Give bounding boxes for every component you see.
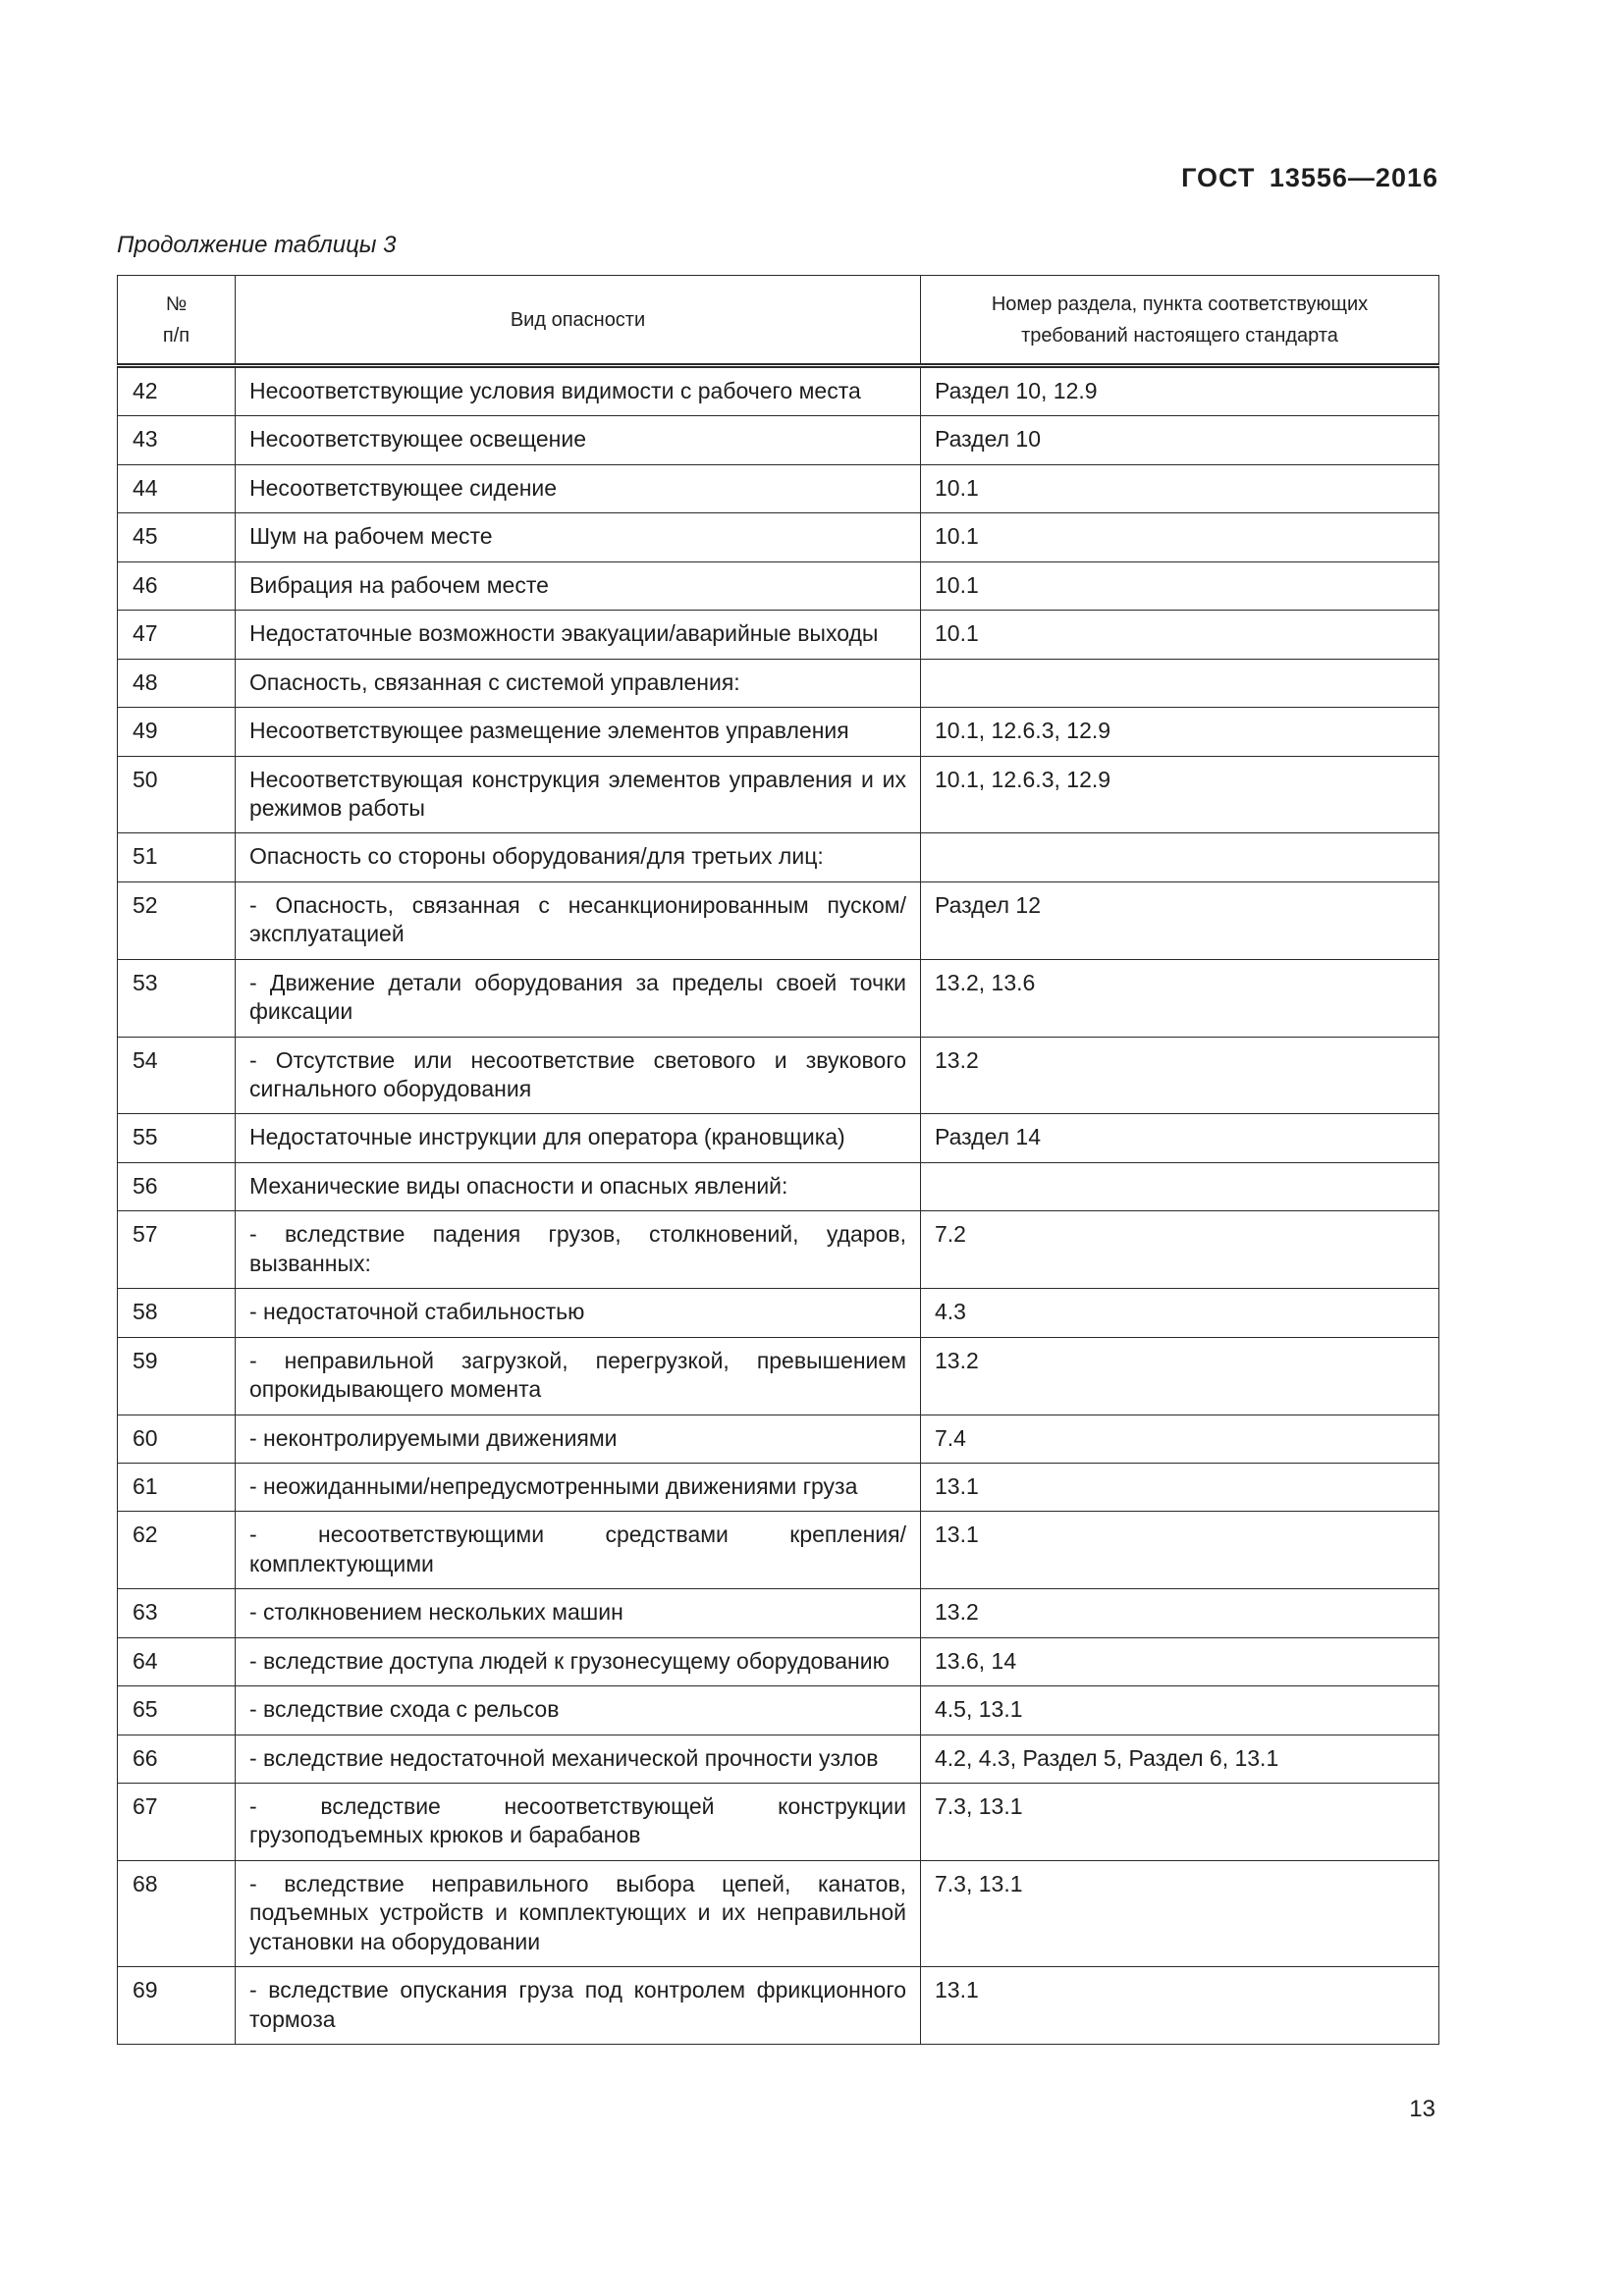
requirement-ref-cell: 13.1	[921, 1463, 1439, 1511]
table-row	[118, 1784, 1439, 1861]
requirement-ref-cell: 10.1	[921, 561, 1439, 610]
hazard-type-cell: - неправильной загрузкой, перегрузкой, превышением опрокидывающего момента	[236, 1337, 921, 1415]
row-number-cell: 55	[118, 1114, 236, 1162]
requirement-ref-cell: 10.1, 12.6.3, 12.9	[921, 708, 1439, 756]
hazard-type-cell: Шум на рабочем месте	[236, 513, 921, 561]
row-number-cell: 43	[118, 416, 236, 464]
table-body	[118, 366, 1439, 2045]
table-row	[118, 659, 1439, 707]
table-row	[118, 708, 1439, 756]
row-number-cell: 59	[118, 1337, 236, 1415]
table-row	[118, 1289, 1439, 1337]
requirement-ref-cell: Раздел 10	[921, 416, 1439, 464]
table-row	[118, 1589, 1439, 1637]
requirement-ref-cell: 13.2	[921, 1589, 1439, 1637]
row-number-cell: 58	[118, 1289, 236, 1337]
table-row	[118, 1735, 1439, 1783]
requirement-ref-cell: 10.1	[921, 513, 1439, 561]
row-number-cell: 51	[118, 833, 236, 881]
hazard-type-cell: - вследствие доступа людей к грузонесущему оборудованию	[236, 1637, 921, 1685]
requirement-ref-cell: 7.3, 13.1	[921, 1860, 1439, 1966]
table-row	[118, 561, 1439, 610]
row-number-cell: 69	[118, 1967, 236, 2045]
hazard-type-cell: - вследствие недостаточной механической прочности узлов	[236, 1735, 921, 1783]
row-number-cell: 52	[118, 881, 236, 959]
column-header-number: № п/п	[118, 276, 236, 366]
hazards-table	[117, 275, 1439, 2045]
row-number-cell: 53	[118, 959, 236, 1037]
table-row	[118, 833, 1439, 881]
requirement-ref-cell	[921, 833, 1439, 881]
requirement-ref-cell: 13.1	[921, 1967, 1439, 2045]
hazard-type-cell: Несоответствующее размещение элементов управления	[236, 708, 921, 756]
row-number-cell: 57	[118, 1211, 236, 1289]
row-number-cell: 44	[118, 464, 236, 512]
hazard-type-cell: - несоответствующими средствами крепления/комплектующими	[236, 1512, 921, 1589]
row-number-cell: 56	[118, 1162, 236, 1210]
row-number-cell: 42	[118, 366, 236, 416]
table-row	[118, 416, 1439, 464]
table-row	[118, 756, 1439, 833]
requirement-ref-cell: 7.2	[921, 1211, 1439, 1289]
requirement-ref-cell: 10.1, 12.6.3, 12.9	[921, 756, 1439, 833]
table-row	[118, 1463, 1439, 1511]
requirement-ref-cell: 13.1	[921, 1512, 1439, 1589]
table-row	[118, 1037, 1439, 1114]
requirement-ref-cell: 7.3, 13.1	[921, 1784, 1439, 1861]
hazard-type-cell: - вследствие неправильного выбора цепей, канатов, подъемных устройств и комплектующих и их неправильной установки на оборудовании	[236, 1860, 921, 1966]
hazard-type-cell: - столкновением нескольких машин	[236, 1589, 921, 1637]
requirement-ref-cell: 10.1	[921, 464, 1439, 512]
row-number-cell: 66	[118, 1735, 236, 1783]
table-row	[118, 1162, 1439, 1210]
hazard-type-cell: Опасность, связанная с системой управления:	[236, 659, 921, 707]
table-row	[118, 1967, 1439, 2045]
table-row	[118, 1512, 1439, 1589]
hazard-type-cell: - недостаточной стабильностью	[236, 1289, 921, 1337]
requirement-ref-cell: 10.1	[921, 611, 1439, 659]
requirement-ref-cell: 13.6, 14	[921, 1637, 1439, 1685]
hazard-type-cell: Несоответствующие условия видимости с рабочего места	[236, 366, 921, 416]
row-number-cell: 45	[118, 513, 236, 561]
hazard-type-cell: - вследствие опускания груза под контролем фрикционного тормоза	[236, 1967, 921, 2045]
hazard-type-cell: Несоответствующее освещение	[236, 416, 921, 464]
column-header-requirement-ref: Номер раздела, пункта соответствующих требований настоящего стандарта	[921, 276, 1439, 366]
row-number-cell: 48	[118, 659, 236, 707]
hazard-type-cell: Несоответствующее сидение	[236, 464, 921, 512]
table-row	[118, 611, 1439, 659]
hazard-type-cell: Опасность со стороны оборудования/для третьих лиц:	[236, 833, 921, 881]
header-row	[118, 276, 1439, 366]
row-number-cell: 61	[118, 1463, 236, 1511]
hazard-type-cell: - вследствие падения грузов, столкновений, ударов, вызванных:	[236, 1211, 921, 1289]
requirement-ref-cell	[921, 1162, 1439, 1210]
hazard-type-cell: Несоответствующая конструкция элементов управления и их режимов работы	[236, 756, 921, 833]
table-row	[118, 881, 1439, 959]
document-code: ГОСТ 13556—2016	[1181, 163, 1438, 192]
requirement-ref-cell	[921, 659, 1439, 707]
hazard-type-cell: Недостаточные возможности эвакуации/аварийные выходы	[236, 611, 921, 659]
table-row	[118, 366, 1439, 416]
column-header-hazard-type: Вид опасности	[236, 276, 921, 366]
row-number-cell: 54	[118, 1037, 236, 1114]
hazard-type-cell: - вследствие несоответствующей конструкции грузоподъемных крюков и барабанов	[236, 1784, 921, 1861]
table-row	[118, 1686, 1439, 1735]
table-header	[118, 276, 1439, 366]
row-number-cell: 47	[118, 611, 236, 659]
hazard-type-cell: - Опасность, связанная с несанкционированным пуском/эксплуатацией	[236, 881, 921, 959]
hazard-type-cell: - вследствие схода с рельсов	[236, 1686, 921, 1735]
row-number-cell: 50	[118, 756, 236, 833]
requirement-ref-cell: 13.2, 13.6	[921, 959, 1439, 1037]
row-number-cell: 64	[118, 1637, 236, 1685]
requirement-ref-cell: 4.5, 13.1	[921, 1686, 1439, 1735]
row-number-cell: 49	[118, 708, 236, 756]
table-caption: Продолжение таблицы 3	[117, 232, 397, 258]
row-number-cell: 65	[118, 1686, 236, 1735]
requirement-ref-cell: Раздел 10, 12.9	[921, 366, 1439, 416]
page-number: 13	[1409, 2096, 1435, 2122]
row-number-cell: 67	[118, 1784, 236, 1861]
hazard-type-cell: Вибрация на рабочем месте	[236, 561, 921, 610]
row-number-cell: 62	[118, 1512, 236, 1589]
hazard-type-cell: Недостаточные инструкции для оператора (крановщика)	[236, 1114, 921, 1162]
table-row	[118, 959, 1439, 1037]
requirement-ref-cell: 13.2	[921, 1037, 1439, 1114]
hazard-type-cell: - Движение детали оборудования за пределы своей точки фиксации	[236, 959, 921, 1037]
table-row	[118, 1415, 1439, 1463]
row-number-cell: 46	[118, 561, 236, 610]
requirement-ref-cell: 13.2	[921, 1337, 1439, 1415]
table-row	[118, 1211, 1439, 1289]
hazard-type-cell: - неожиданными/непредусмотренными движениями груза	[236, 1463, 921, 1511]
row-number-cell: 63	[118, 1589, 236, 1637]
table-row	[118, 513, 1439, 561]
table-row	[118, 464, 1439, 512]
row-number-cell: 68	[118, 1860, 236, 1966]
table-row	[118, 1337, 1439, 1415]
row-number-cell: 60	[118, 1415, 236, 1463]
table-row	[118, 1860, 1439, 1966]
table-row	[118, 1114, 1439, 1162]
hazard-type-cell: Механические виды опасности и опасных явлений:	[236, 1162, 921, 1210]
requirement-ref-cell: 4.2, 4.3, Раздел 5, Раздел 6, 13.1	[921, 1735, 1439, 1783]
hazard-type-cell: - Отсутствие или несоответствие светового и звукового сигнального оборудования	[236, 1037, 921, 1114]
hazard-type-cell: - неконтролируемыми движениями	[236, 1415, 921, 1463]
requirement-ref-cell: Раздел 14	[921, 1114, 1439, 1162]
requirement-ref-cell: 4.3	[921, 1289, 1439, 1337]
table-row	[118, 1637, 1439, 1685]
requirement-ref-cell: Раздел 12	[921, 881, 1439, 959]
requirement-ref-cell: 7.4	[921, 1415, 1439, 1463]
